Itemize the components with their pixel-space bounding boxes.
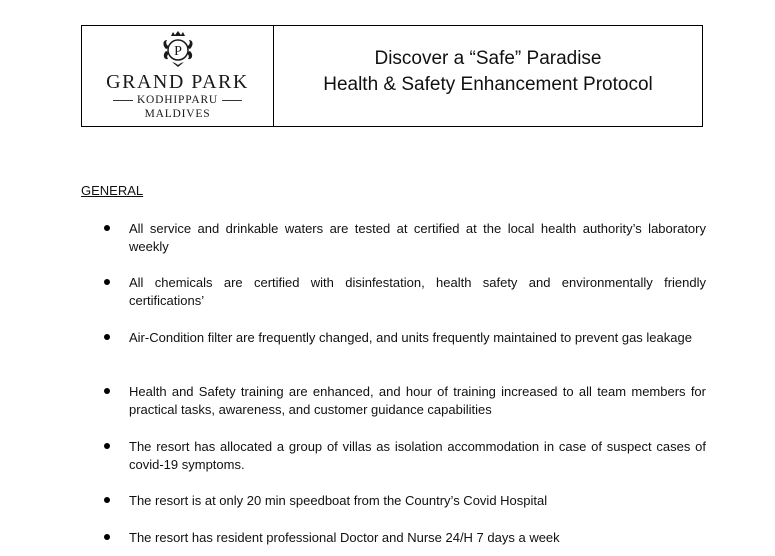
brand-location: KODHIPPARU [136, 94, 219, 106]
list-item-text: The resort is at only 20 min speedboat from the Country’s Covid Hospital [129, 493, 548, 508]
brand-name: GRAND PARK [106, 71, 249, 93]
list-item-text: Health and Safety training are enhanced, and hour of training increased to all team members for practical tasks, awareness, and customer guidance capabilities [129, 384, 706, 417]
bullet-icon [104, 334, 110, 340]
document-title [274, 26, 702, 126]
divider-line-right [222, 100, 242, 101]
bullet-icon [104, 279, 110, 285]
list-item-text: The resort has resident professional Doctor and Nurse 24/H 7 days a week [129, 530, 560, 545]
list-item-text: All chemicals are certified with disinfestation, health safety and environmentally friendly certifications’ [129, 275, 706, 308]
bullet-icon [104, 534, 110, 540]
crest-letter: P [173, 44, 182, 59]
header-table [81, 25, 703, 127]
crest-icon [158, 29, 198, 69]
divider-line-left [113, 100, 133, 101]
list-item-text: All service and drinkable waters are tested at certified at the local health authority’s laboratory weekly [129, 221, 706, 254]
bullet-icon [104, 443, 110, 449]
bullet-icon [104, 497, 110, 503]
list-item-text: Air-Condition filter are frequently changed, and units frequently maintained to prevent gas leakage [129, 330, 692, 345]
section-heading: GENERAL [81, 183, 144, 198]
bullet-icon [104, 225, 110, 231]
bullet-icon [104, 388, 110, 394]
title-line-2: Health & Safety Enhancement Protocol [323, 74, 653, 95]
brand-country: MALDIVES [144, 108, 211, 120]
hotel-logo [82, 26, 274, 126]
title-line-1: Discover a “Safe” Paradise [374, 48, 602, 69]
brand-location-row [113, 93, 242, 107]
list-item-text: The resort has allocated a group of villas as isolation accommodation in case of suspect cases of covid-19 symptoms. [129, 439, 706, 472]
